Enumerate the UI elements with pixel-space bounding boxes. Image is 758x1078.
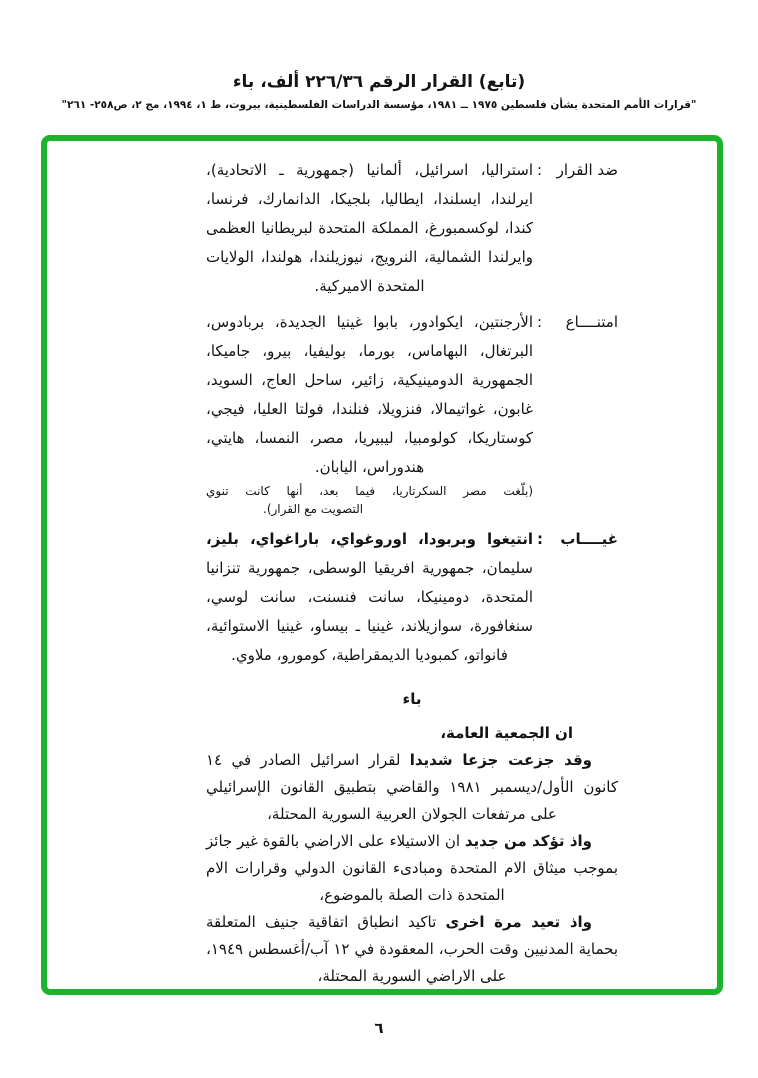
citation-line: "قرارات الأمم المتحدة بشأن فلسطين ١٩٧٥ ــ ١٩٨١، مؤسسة الدراسات الفلسطينية، بيروت، ط ١، ١٩٩٤، مج ٢، ص٢٥٨- ٢٦١" [61, 99, 697, 111]
section-b-paragraphs [206, 747, 618, 990]
vote-label-text: امتنــــاع [565, 313, 618, 331]
paragraph-lead: وقد جزعت جزعا شديدا [409, 751, 592, 769]
text-column [206, 141, 717, 990]
vote-label-text: ضد القرار [556, 161, 618, 179]
vote-line: انتيغوا وبربودا، اوروغواي، باراغواي، بليز، [206, 530, 533, 548]
vote-line-last: فانواتو، كمبوديا الديمقراطية، كومورو، ملاوي. [231, 646, 508, 664]
vote-line: كوستاريكا، كولومبيا، ليبيريا، مصر، النمسا، هايتي، [206, 429, 533, 447]
page-number: ٦ [374, 1019, 384, 1037]
body-paragraph: وقد جزعت جزعا شديدا لقرار اسرائيل الصادر في ١٤ كانون الأول/ديسمبر ١٩٨١ والقاضي بتطبيق القانون الإسرائيلي على مرتفعات الجولان العربية السورية المحتلة، [206, 751, 618, 823]
section-b-heading: باء [402, 690, 422, 708]
vote-label-text: غيــــاب [560, 530, 618, 548]
vote-line-last: هندوراس، اليابان. [314, 458, 425, 476]
secretariat-note-line: (بلّغت مصر السكرتاريا، فيما بعد، أنها كانت تنوي [206, 484, 533, 498]
page-title: (تابع) القرار الرقم ٢٢٦/٣٦ ألف، باء [232, 72, 526, 92]
body-paragraph: واذ تؤكد من جديد ان الاستيلاء على الاراضي بالقوة غير جائز بموجب ميثاق الام المتحدة ومبادىء القانون الدولي وقرارات الام المتحدة ذات الصلة بالموضوع، [206, 832, 618, 904]
vote-section [206, 525, 618, 670]
vote-line: سنغافورة، سوازيلاند، غينيا ـ بيساو، غينيا الاستوائية، [206, 617, 533, 635]
green-highlight-frame [41, 135, 723, 995]
vote-line: المتحدة، دومينيكا، سانت فنسنت، سانت لوسي، [206, 588, 533, 606]
vote-line: الأرجنتين، ايكوادور، بابوا غينيا الجديدة، بربادوس، [206, 313, 533, 331]
vote-label-colon: : [537, 161, 543, 179]
vote-line: سليمان، جمهورية افريقيا الوسطى، جمهورية تنزانيا [206, 559, 533, 577]
vote-line: غابون، غواتيمالا، فنزويلا، فنلندا، فولتا العليا، فيجي، [206, 400, 533, 418]
vote-section [206, 156, 618, 301]
vote-label [533, 525, 618, 554]
page-header [0, 0, 758, 111]
vote-line-last: المتحدة الاميركية. [314, 277, 425, 295]
vote-country-list [206, 308, 533, 518]
vote-country-list [206, 525, 533, 670]
vote-line: استراليا، اسرائيل، ألمانيا (جمهورية ـ الاتحادية)، [206, 161, 533, 179]
secretariat-note-line: التصويت مع القرار). [263, 502, 364, 516]
vote-line: كندا، لوكسمبورغ، المملكة المتحدة لبريطانيا العظمى [206, 219, 533, 237]
vote-line: البرتغال، البهاماس، بورما، بوليفيا، بيرو، جاميكا، [206, 342, 533, 360]
paragraph-lead: واذ تؤكد من جديد [464, 832, 592, 850]
vote-country-list [206, 156, 533, 301]
vote-label-colon: : [537, 530, 543, 548]
section-b-opener: ان الجمعية العامة، [440, 724, 573, 742]
vote-line: وايرلندا الشمالية، النرويج، نيوزيلندا، هولندا، الولايات [206, 248, 533, 266]
vote-section [206, 308, 618, 518]
vote-label [533, 156, 618, 185]
paragraph-lead: واذ تعيد مرة اخرى [445, 913, 592, 931]
vote-line: ايرلندا، ايسلندا، ايطاليا، بلجيكا، الدانمارك، فرنسا، [206, 190, 533, 208]
vote-label-colon: : [537, 313, 543, 331]
vote-line: الجمهورية الدومينيكية، زائير، ساحل العاج، السويد، [206, 371, 533, 389]
voting-record [206, 156, 618, 670]
body-paragraph: واذ تعيد مرة اخرى تاكيد انطباق اتفاقية جنيف المتعلقة بحماية المدنيين وقت الحرب، المعقودة في ١٢ آب/أغسطس ١٩٤٩، على الاراضي السورية المحتلة، [206, 913, 618, 985]
vote-label [533, 308, 618, 337]
